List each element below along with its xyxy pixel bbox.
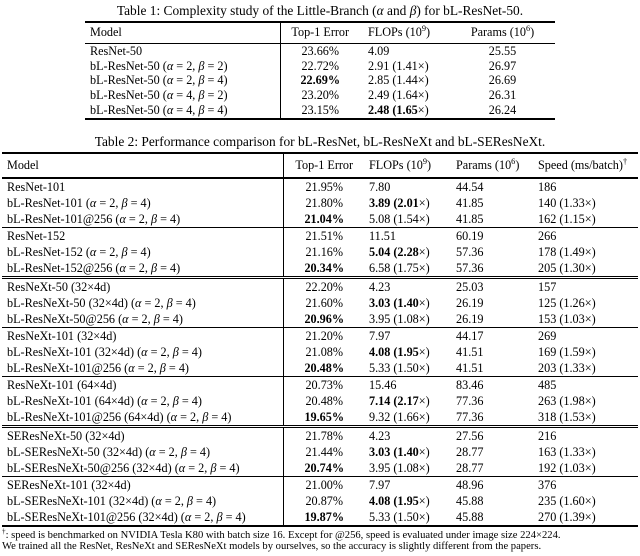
cell-params: 41.51 <box>456 344 484 359</box>
cell-model: ResNet-152 <box>2 227 283 244</box>
cell-top1: 21.08% <box>305 344 344 359</box>
table2-header <box>2 153 638 178</box>
cell-params: 26.31 <box>488 88 517 103</box>
cell-speed: 163 (1.33×) <box>538 444 596 459</box>
cell-params: 41.51 <box>456 360 484 375</box>
cell-top1: 21.51% <box>305 228 344 243</box>
footnote-line-2: We trained all the ResNet, ResNeXt and SEResNeXt models by ourselves, so the accuracy is slightly different from the papers. <box>2 541 542 553</box>
cell-flops: 3.03 (1.40×) <box>369 295 430 310</box>
table-row <box>2 409 638 427</box>
cell-flops: 3.95 (1.08×) <box>369 311 430 326</box>
cell-top1: 21.16% <box>305 244 344 259</box>
cell-model: bL-SEResNeXt-101 (32×4d) (α = 2, β = 4) <box>2 493 283 509</box>
table-row <box>2 460 638 477</box>
table-row <box>85 73 555 88</box>
table1-header-row <box>85 22 555 44</box>
cell-speed: 205 (1.30×) <box>538 260 596 275</box>
cell-params: 26.19 <box>456 295 484 310</box>
cell-flops: 6.58 (1.75×) <box>369 260 430 275</box>
table2-caption: Table 2: Performance comparison for bL-ResNet, bL-ResNeXt and bL-SEResNeXt. <box>94 133 546 149</box>
cell-model: bL-ResNeXt-101 (32×4d) (α = 2, β = 4) <box>2 344 283 360</box>
cell-params: 77.36 <box>456 409 484 424</box>
cell-top1: 23.66% <box>301 44 340 58</box>
column-header-params: Params $(10^6)$ <box>456 156 520 172</box>
cell-params: 48.96 <box>456 477 484 492</box>
cell-flops: 4.23 <box>369 279 391 294</box>
cell-top1: 20.74% <box>304 460 345 475</box>
column-header-model: Model <box>2 153 283 178</box>
table2-header-row <box>2 153 638 178</box>
cell-speed: 235 (1.60×) <box>538 493 596 508</box>
table-row <box>2 360 638 377</box>
cell-speed: 318 (1.53×) <box>538 409 596 424</box>
cell-top1: 21.60% <box>305 295 344 310</box>
cell-flops: 2.85 (1.44×) <box>368 73 429 88</box>
table2-footnotes <box>2 526 638 553</box>
cell-flops: 3.95 (1.08×) <box>369 460 430 475</box>
cell-flops: 5.33 (1.50×) <box>369 360 430 375</box>
cell-params: 28.77 <box>456 444 484 459</box>
cell-model: bL-ResNet-152@256 (α = 2, β = 4) <box>2 260 283 278</box>
table-row <box>2 493 638 509</box>
cell-flops: 7.80 <box>369 179 391 194</box>
table-row <box>2 311 638 328</box>
cell-params: 26.97 <box>488 58 517 73</box>
table2-section <box>2 227 638 277</box>
cell-model: SEResNeXt-50 (32×4d) <box>2 426 283 444</box>
cell-flops: 4.23 <box>369 428 391 443</box>
cell-top1: 20.96% <box>304 311 345 326</box>
cell-flops: 7.97 <box>369 328 391 343</box>
cell-speed: 186 <box>538 179 557 194</box>
table-row <box>2 295 638 311</box>
cell-speed: 266 <box>538 228 557 243</box>
cell-speed: 485 <box>538 377 557 392</box>
cell-flops: 4.08 (1.95×) <box>369 344 430 359</box>
cell-flops: 3.89 (2.01×) <box>369 195 430 210</box>
cell-model: bL-ResNet-50 (α = 4, β = 4) <box>85 103 280 119</box>
cell-top1: 20.34% <box>304 260 345 275</box>
cell-top1: 22.69% <box>300 73 341 88</box>
cell-flops: 2.49 (1.64×) <box>368 88 429 103</box>
cell-params: 77.36 <box>456 393 484 408</box>
cell-params: 26.19 <box>456 311 484 326</box>
cell-model: bL-ResNeXt-50@256 (α = 2, β = 4) <box>2 311 283 328</box>
cell-flops: 11.51 <box>369 228 396 243</box>
cell-speed: 192 (1.03×) <box>538 460 596 475</box>
column-header-params: Params $(10^6)$ <box>470 23 535 39</box>
cell-speed: 153 (1.03×) <box>538 311 596 326</box>
cell-params: 45.88 <box>456 509 484 524</box>
cell-top1: 23.15% <box>301 102 340 117</box>
table-row <box>85 103 555 119</box>
table-row <box>85 44 555 59</box>
table2-section <box>2 277 638 327</box>
table-row <box>85 59 555 74</box>
cell-top1: 21.04% <box>304 211 345 226</box>
table1-body <box>85 44 555 119</box>
cell-model: SEResNeXt-101 (32×4d) <box>2 476 283 493</box>
cell-top1: 21.78% <box>305 428 344 443</box>
cell-model: ResNet-101 <box>2 178 283 195</box>
cell-flops: 9.32 (1.66×) <box>369 409 430 424</box>
table-row <box>2 376 638 393</box>
cell-top1: 20.48% <box>305 393 344 408</box>
cell-top1: 23.20% <box>301 88 340 103</box>
cell-model: bL-ResNeXt-101 (64×4d) (α = 2, β = 4) <box>2 393 283 409</box>
cell-params: 27.56 <box>456 428 484 443</box>
cell-flops: 5.33 (1.50×) <box>369 509 430 524</box>
column-header-speed: Speed (ms/batch)† <box>538 156 628 172</box>
cell-speed: 140 (1.33×) <box>538 195 596 210</box>
cell-flops: 2.91 (1.41×) <box>368 58 429 73</box>
column-header-top1: Top-1 Error <box>295 157 354 172</box>
column-header-flops: FLOPs $(10^9)$ <box>369 156 432 172</box>
cell-top1: 22.72% <box>301 58 340 73</box>
table-row <box>2 260 638 278</box>
paper-page <box>0 2 640 553</box>
cell-top1: 21.95% <box>305 179 344 194</box>
cell-speed: 162 (1.15×) <box>538 211 596 226</box>
cell-model: bL-ResNeXt-101@256 (64×4d) (α = 2, β = 4) <box>2 409 283 427</box>
table1 <box>85 21 555 120</box>
cell-model: bL-SEResNeXt-50@256 (32×4d) (α = 2, β = 4) <box>2 460 283 477</box>
table1-caption: Table 1: Complexity study of the Little-Branch (α and β) for bL-ResNet-50. <box>116 3 524 18</box>
cell-model: ResNeXt-101 (64×4d) <box>2 376 283 393</box>
cell-speed: 178 (1.49×) <box>538 244 596 259</box>
column-header-top1: Top-1 Error <box>291 25 350 39</box>
cell-top1: 22.20% <box>305 279 344 294</box>
cell-flops: 2.48 (1.65×) <box>368 102 429 117</box>
cell-params: 83.46 <box>456 377 484 392</box>
cell-top1: 21.44% <box>305 444 344 459</box>
cell-speed: 376 <box>538 477 557 492</box>
cell-top1: 20.48% <box>304 360 345 375</box>
cell-speed: 157 <box>538 279 557 294</box>
cell-params: 25.03 <box>456 279 484 294</box>
table-row <box>2 509 638 526</box>
table-row <box>2 195 638 211</box>
cell-params: 60.19 <box>456 228 484 243</box>
table1-header <box>85 22 555 44</box>
cell-flops: 5.04 (2.28×) <box>369 244 430 259</box>
table-row <box>2 327 638 344</box>
cell-top1: 21.20% <box>305 328 344 343</box>
cell-speed: 125 (1.26×) <box>538 295 596 310</box>
cell-flops: 15.46 <box>369 377 397 392</box>
table2 <box>2 152 638 527</box>
table-row <box>2 344 638 360</box>
cell-model: bL-ResNet-101 (α = 2, β = 4) <box>2 195 283 211</box>
cell-speed: 270 (1.39×) <box>538 509 596 524</box>
cell-speed: 203 (1.33×) <box>538 360 596 375</box>
cell-params: 41.85 <box>456 211 484 226</box>
cell-params: 28.77 <box>456 460 484 475</box>
cell-params: 44.54 <box>456 179 484 194</box>
table-row <box>2 393 638 409</box>
cell-speed: 216 <box>538 428 557 443</box>
footnote-line-1: †: speed is benchmarked on NVIDIA Tesla K80 with batch size 16. Except for @256, speed is evaluated under image size 224×224. <box>2 526 561 541</box>
cell-top1: 21.80% <box>305 195 344 210</box>
cell-params: 41.85 <box>456 195 484 210</box>
cell-model: bL-ResNet-50 (α = 2, β = 2) <box>85 59 280 74</box>
table-row <box>2 211 638 228</box>
table2-section <box>2 376 638 426</box>
cell-flops: 4.09 <box>368 44 390 58</box>
table-row <box>2 227 638 244</box>
cell-model: bL-SEResNeXt-101@256 (32×4d) (α = 2, β = 4) <box>2 509 283 526</box>
table-row <box>2 178 638 195</box>
table2-section <box>2 426 638 476</box>
table-row <box>85 88 555 103</box>
cell-flops: 3.03 (1.40×) <box>369 444 430 459</box>
cell-params: 44.17 <box>456 328 484 343</box>
cell-model: ResNeXt-101 (32×4d) <box>2 327 283 344</box>
table2-section <box>2 476 638 526</box>
cell-model: bL-SEResNeXt-50 (32×4d) (α = 2, β = 4) <box>2 444 283 460</box>
cell-flops: 4.08 (1.95×) <box>369 493 430 508</box>
cell-flops: 7.97 <box>369 477 391 492</box>
cell-params: 57.36 <box>456 244 484 259</box>
cell-params: 26.24 <box>488 102 517 117</box>
cell-model: ResNeXt-50 (32×4d) <box>2 277 283 295</box>
cell-params: 26.69 <box>488 73 517 88</box>
cell-speed: 169 (1.59×) <box>538 344 596 359</box>
cell-model: bL-ResNeXt-50 (32×4d) (α = 2, β = 4) <box>2 295 283 311</box>
cell-top1: 21.00% <box>305 477 344 492</box>
cell-model: bL-ResNet-152 (α = 2, β = 4) <box>2 244 283 260</box>
cell-model: bL-ResNeXt-101@256 (α = 2, β = 4) <box>2 360 283 377</box>
table-row <box>2 277 638 295</box>
table2-section <box>2 327 638 376</box>
cell-top1: 20.73% <box>305 377 344 392</box>
cell-params: 25.55 <box>488 44 517 58</box>
column-header-flops: FLOPs $(10^9)$ <box>368 23 431 39</box>
table-row <box>2 244 638 260</box>
table-row <box>2 476 638 493</box>
cell-speed: 269 <box>538 328 557 343</box>
table-row <box>2 426 638 444</box>
cell-top1: 19.87% <box>304 509 345 524</box>
table2-section <box>2 178 638 228</box>
cell-model: ResNet-50 <box>85 44 280 59</box>
cell-flops: 7.14 (2.17×) <box>369 393 430 408</box>
cell-params: 57.36 <box>456 260 484 275</box>
cell-params: 45.88 <box>456 493 484 508</box>
cell-speed: 263 (1.98×) <box>538 393 596 408</box>
cell-model: bL-ResNet-50 (α = 4, β = 2) <box>85 88 280 103</box>
cell-model: bL-ResNet-50 (α = 2, β = 4) <box>85 73 280 88</box>
column-header-model: Model <box>85 22 280 44</box>
cell-model: bL-ResNet-101@256 (α = 2, β = 4) <box>2 211 283 228</box>
cell-flops: 5.08 (1.54×) <box>369 211 430 226</box>
table-row <box>2 444 638 460</box>
cell-top1: 19.65% <box>304 409 345 424</box>
cell-top1: 20.87% <box>305 493 344 508</box>
